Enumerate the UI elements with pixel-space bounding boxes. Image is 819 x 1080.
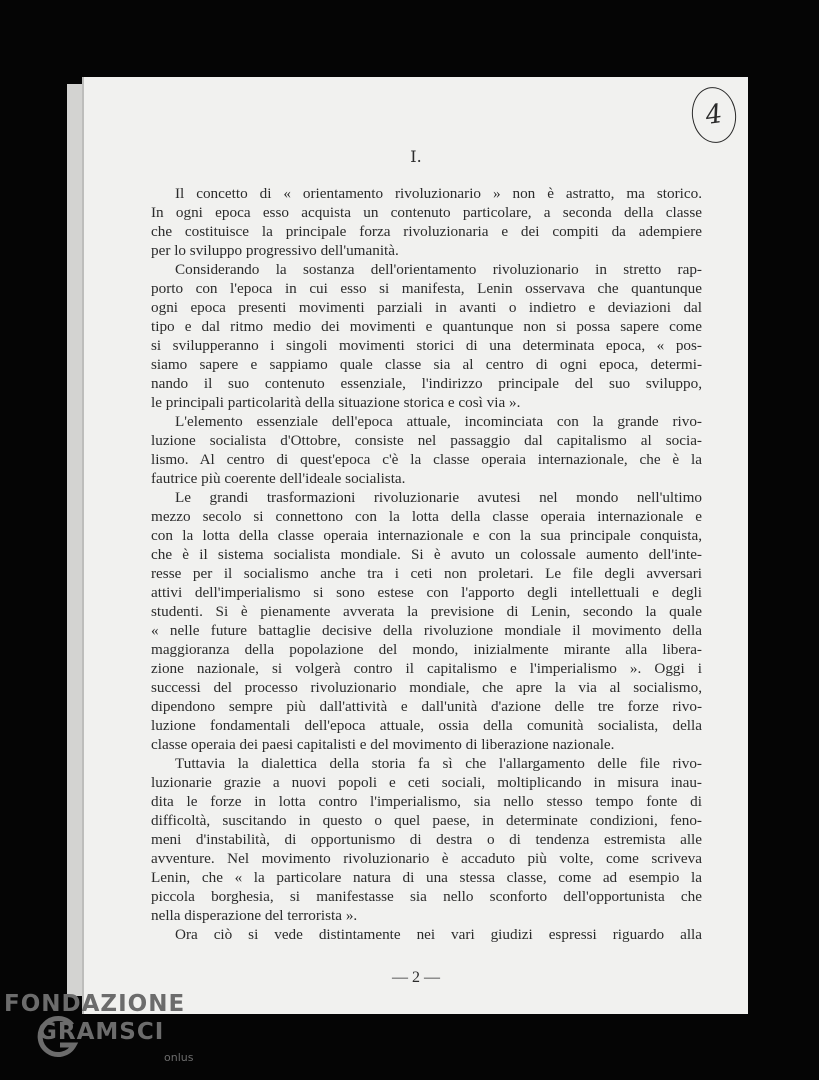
text-line: Tuttavia la dialettica della storia fa sì che l'allargamento delle file rivo- [175,755,702,772]
text-line: ogni epoca presenti movimenti parziali in avanti o indietro e deviazioni dal [151,299,702,316]
text-line: attivi dell'imperialismo si sono estese con l'apporto degli intellettuali e degli [151,584,702,601]
watermark-line3: onlus [164,1051,194,1064]
watermark-logo [4,991,204,1071]
text-line: classe operaia dei paesi capitalisti e del movimento di liberazione nazionale. [151,736,615,753]
text-line: lismo. Al centro di quest'epoca c'è la classe operaia internazionale, che è la [151,451,702,468]
text-line: piccola borghesia, si manifestasse sia nello sconforto dell'opportunista che [151,888,702,905]
text-line: zione nazionale, si volgerà contro il capitalismo e l'imperialismo ». Oggi i [151,660,702,677]
text-line: successi del processo rivoluzionario mondiale, che apre la via al socialismo, [151,679,702,696]
watermark-line2: GRAMSCI [38,1019,165,1045]
text-line: studenti. Si è pienamente avverata la previsione di Lenin, secondo la quale [151,603,702,620]
text-line: maggioranza della popolazione del mondo, inizialmente mirante alla libera- [151,641,702,658]
text-line: Considerando la sostanza dell'orientamento rivoluzionario in stretto rap- [175,261,702,278]
text-line: tipo e dal ritmo medio dei movimenti e quantunque non si possa sapere come [151,318,702,335]
text-line: avventure. Nel movimento rivoluzionario è accaduto più volte, come scriveva [151,850,702,867]
text-line: In ogni epoca esso acquista un contenuto particolare, a seconda della classe [151,204,702,221]
text-line: dipendono sempre più dall'attività e dall'unità d'azione delle tre forze rivo- [151,698,702,715]
text-line: nando il suo contenuto essenziale, l'indirizzo principale del suo sviluppo, [151,375,702,392]
text-line: con la lotta della classe operaia internazionale e con la sua principale conquista, [151,527,702,544]
text-line: meni d'instabilità, di opportunismo di destra o di tendenza estremista alle [151,831,702,848]
text-line: luzione fondamentali dell'epoca attuale, ossia della comunità socialista, della [151,717,702,734]
text-line: luzionarie grazie a nuovi popoli e ceti sociali, moltiplicando in misura inau- [151,774,702,791]
watermark-line1: FONDAZIONE [4,991,186,1017]
text-line: mezzo secolo si connettono con la lotta della classe operaia internazionale e [151,508,702,525]
text-line: porto con l'epoca in cui esso si manifesta, Lenin osservava che quantunque [151,280,702,297]
text-line: che costituisce la principale forza rivoluzionaria e dei compiti da adempiere [151,223,702,240]
page-number: — 2 — [392,969,440,986]
document-page [84,77,748,1014]
text-line: Il concetto di « orientamento rivoluzionario » non è astratto, ma storico. [175,185,702,202]
text-line: resse per il socialismo anche tra i ceti non proletari. Le file degli avversari [151,565,702,582]
text-line: nella disperazione del terrorista ». [151,907,358,924]
text-line: si svilupperanno i singoli movimenti storici di una determinata epoca, « pos- [151,337,702,354]
text-line: che è il sistema socialista mondiale. Si è avuto un colossale aumento dell'inte- [151,546,702,563]
text-line: luzione socialista d'Ottobre, consiste nel passaggio dal capitalismo al socia- [151,432,702,449]
chapter-heading: I. [410,147,422,166]
text-line: siamo sapere e sappiamo quale classe sia al centro di ogni epoca, determi- [151,356,702,373]
text-line: L'elemento essenziale dell'epoca attuale, incominciata con la grande rivo- [175,413,702,430]
text-line: « nelle future battaglie decisive della rivoluzione mondiale il movimento della [151,622,702,639]
text-line: per lo sviluppo progressivo dell'umanità. [151,242,399,259]
text-line: le principali particolarità della situazione storica e così via ». [151,394,521,411]
text-line: difficoltà, suscitando in questo o quel paese, in determinate condizioni, feno- [151,812,702,829]
handwritten-folio-number: 4 [688,84,739,146]
text-line: dita le forze in lotta contro l'imperialismo, sia nello stesso tempo fonte di [151,793,702,810]
text-line: Le grandi trasformazioni rivoluzionarie avutesi nel mondo nell'ultimo [175,489,702,506]
text-line: Lenin, che « la particolare natura di una stessa classe, come ad esempio la [151,869,702,886]
body-text [151,184,702,944]
text-line: Ora ciò si vede distintamente nei vari giudizi espressi riguardo alla [175,926,702,943]
text-line: fautrice più coerente dell'ideale socialista. [151,470,406,487]
